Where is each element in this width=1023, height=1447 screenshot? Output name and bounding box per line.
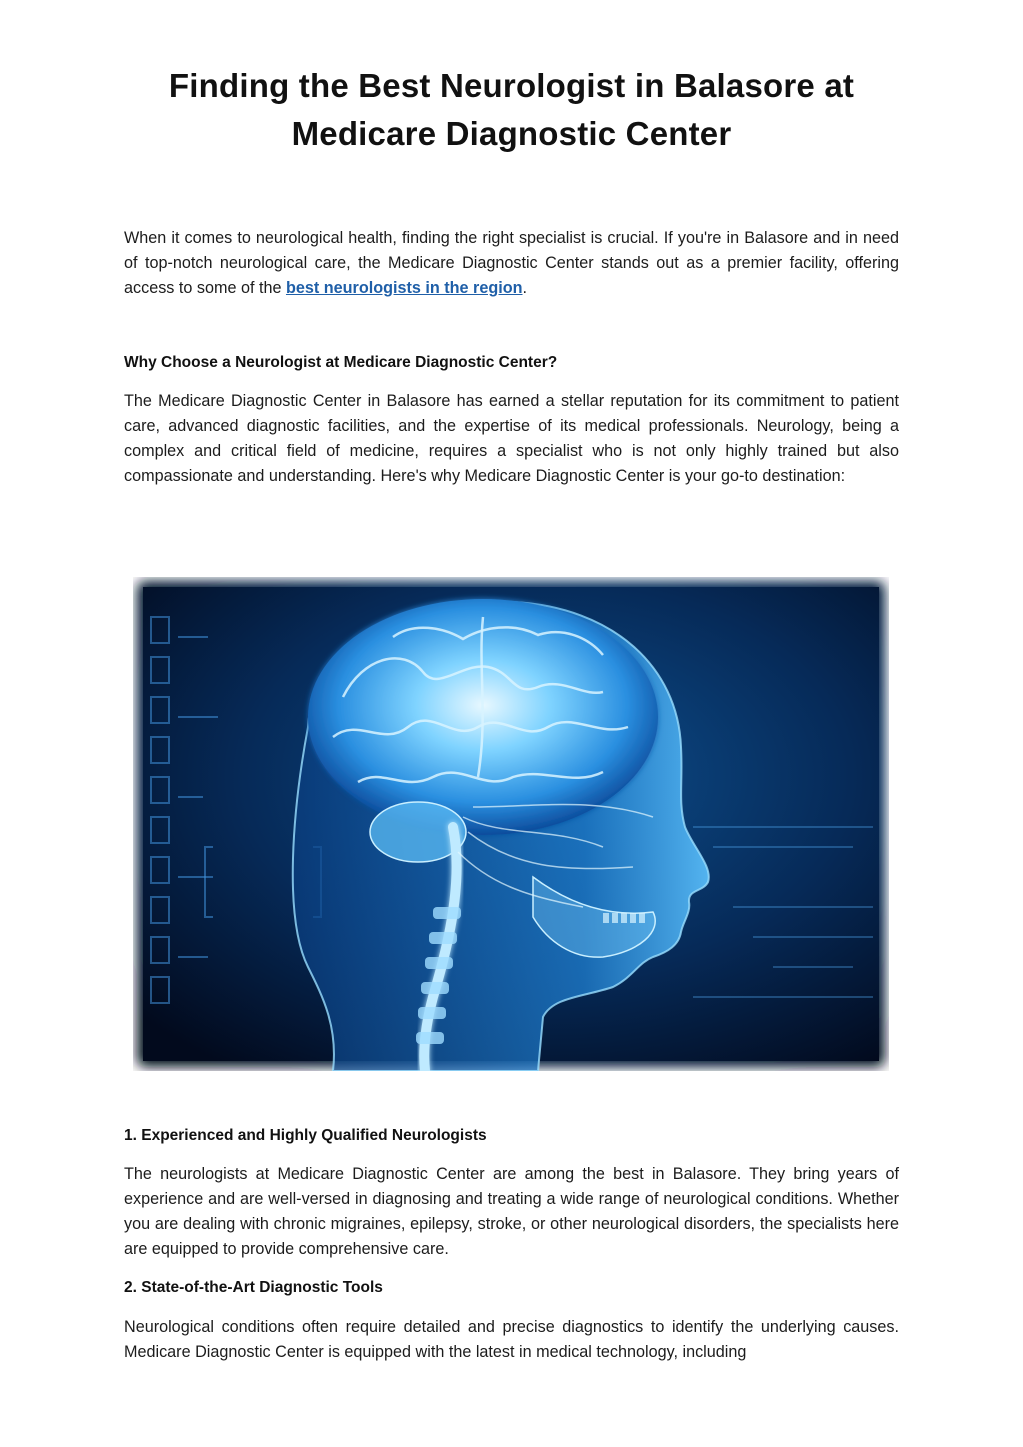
section2-paragraph: Neurological conditions often require detailed and precise diagnostics to identify the underlying causes. Medicare Diagnostic Center is equipped with the latest in medical technology, including xyxy=(124,1318,899,1361)
brain-head-image xyxy=(133,577,889,1071)
title-line-1: Finding the Best Neurologist in Balasore at xyxy=(168,67,855,104)
brain-head-illustration xyxy=(133,577,889,1071)
section2-heading: 2. State-of-the-Art Diagnostic Tools xyxy=(124,1279,383,1296)
title-line-2: Medicare Diagnostic Center xyxy=(291,115,732,152)
best-neurologists-link[interactable]: best neurologists in the region xyxy=(285,279,523,297)
intro-text: When it comes to neurological health, finding the right specialist is crucial. If you're in Balasore and in need of top-notch neurological care, the Medicare Diagnostic Center stands out as a premier facility, offering access to some of the xyxy=(124,229,899,297)
intro-end: . xyxy=(522,279,528,297)
why-heading: Why Choose a Neurologist at Medicare Diagnostic Center? xyxy=(124,354,558,371)
page-title xyxy=(100,62,923,158)
intro-paragraph xyxy=(124,226,899,301)
section1-paragraph: The neurologists at Medicare Diagnostic Center are among the best in Balasore. They bring years of experience and are well-versed in diagnosing and treating a wide range of neurological conditions. Whether you are dealing with chronic migraines, epilepsy, stroke, or other neurological disorders, the specialists here are equipped to provide comprehensive care. xyxy=(124,1165,899,1258)
why-paragraph: The Medicare Diagnostic Center in Balasore has earned a stellar reputation for its commitment to patient care, advanced diagnostic facilities, and the expertise of its medical professionals. Neurology, being a complex and critical field of medicine, requires a specialist who is not only highly trained but also compassionate and understanding. Here's why Medicare Diagnostic Center is your go-to destination: xyxy=(124,392,899,485)
section1-heading: 1. Experienced and Highly Qualified Neurologists xyxy=(124,1127,487,1144)
